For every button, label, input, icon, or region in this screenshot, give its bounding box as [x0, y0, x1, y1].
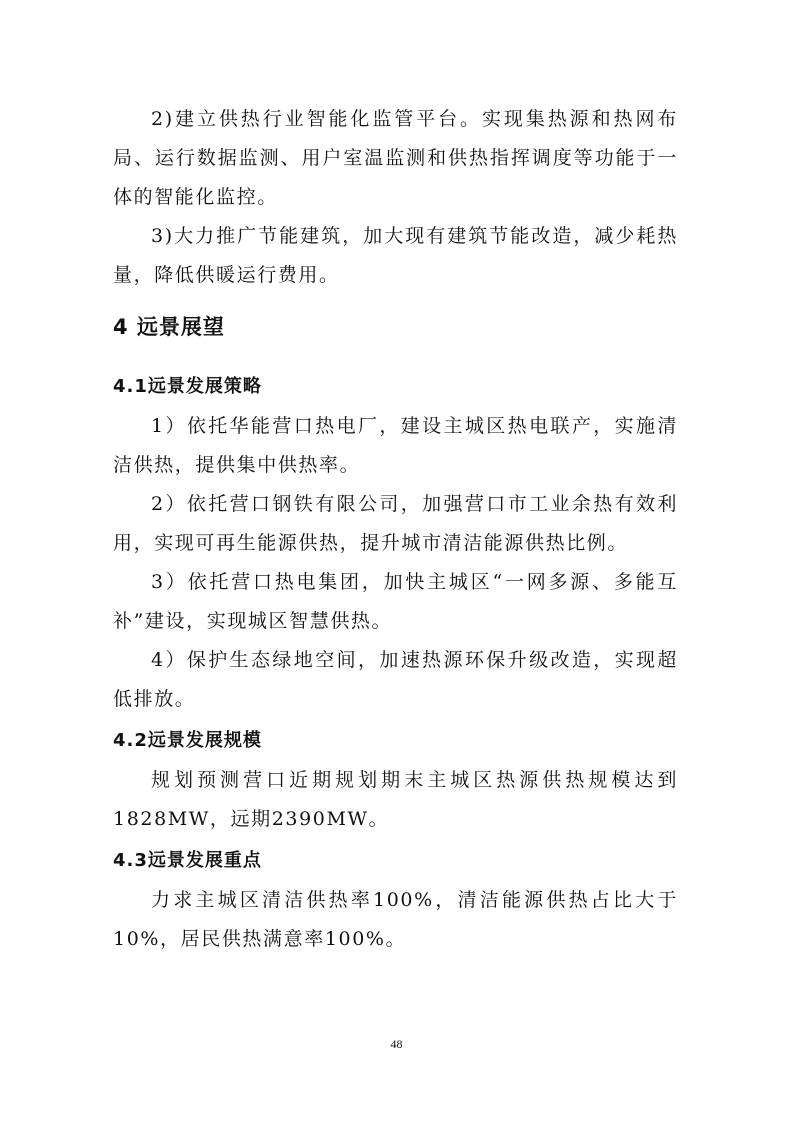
- section-heading-4-3: 4.3远景发展重点: [113, 850, 262, 871]
- paragraph-focus: 力求主城区清洁供热率100%，清洁能源供热占比大于10%，居民供热满意率100%。: [113, 889, 678, 950]
- paragraph-smart-platform: 2)建立供热行业智能化监管平台。实现集热源和热网布局、运行数据监测、用户室温监测和供热指挥调度等功能于一体的智能化监控。: [113, 108, 678, 208]
- page-body: [113, 100, 678, 959]
- page-number: 48: [390, 1037, 403, 1051]
- paragraph-energy-saving: 3)大力推广节能建筑，加大现有建筑节能改造，减少耗热量，降低供暖运行费用。: [113, 225, 678, 286]
- section-heading-4-2: 4.2远景发展规模: [113, 730, 262, 751]
- paragraph-strategy-4: 4）保护生态绿地空间，加速热源环保升级改造，实现超低排放。: [113, 649, 678, 710]
- paragraph-strategy-3: 3）依托营口热电集团，加快主城区“一网多源、多能互补”建设，实现城区智慧供热。: [113, 571, 678, 632]
- section-heading-4-1: 4.1远景发展策略: [113, 376, 262, 397]
- paragraph-scale: 规划预测营口近期规划期末主城区热源供热规模达到1828MW，远期2390MW。: [113, 769, 678, 830]
- paragraph-strategy-1: 1）依托华能营口热电厂，建设主城区热电联产，实施清洁供热，提供集中供热率。: [113, 415, 678, 476]
- paragraph-strategy-2: 2）依托营口钢铁有限公司，加强营口市工业余热有效利用，实现可再生能源供热，提升城市清洁能源供热比例。: [113, 493, 678, 554]
- section-heading-4: 4 远景展望: [113, 315, 225, 339]
